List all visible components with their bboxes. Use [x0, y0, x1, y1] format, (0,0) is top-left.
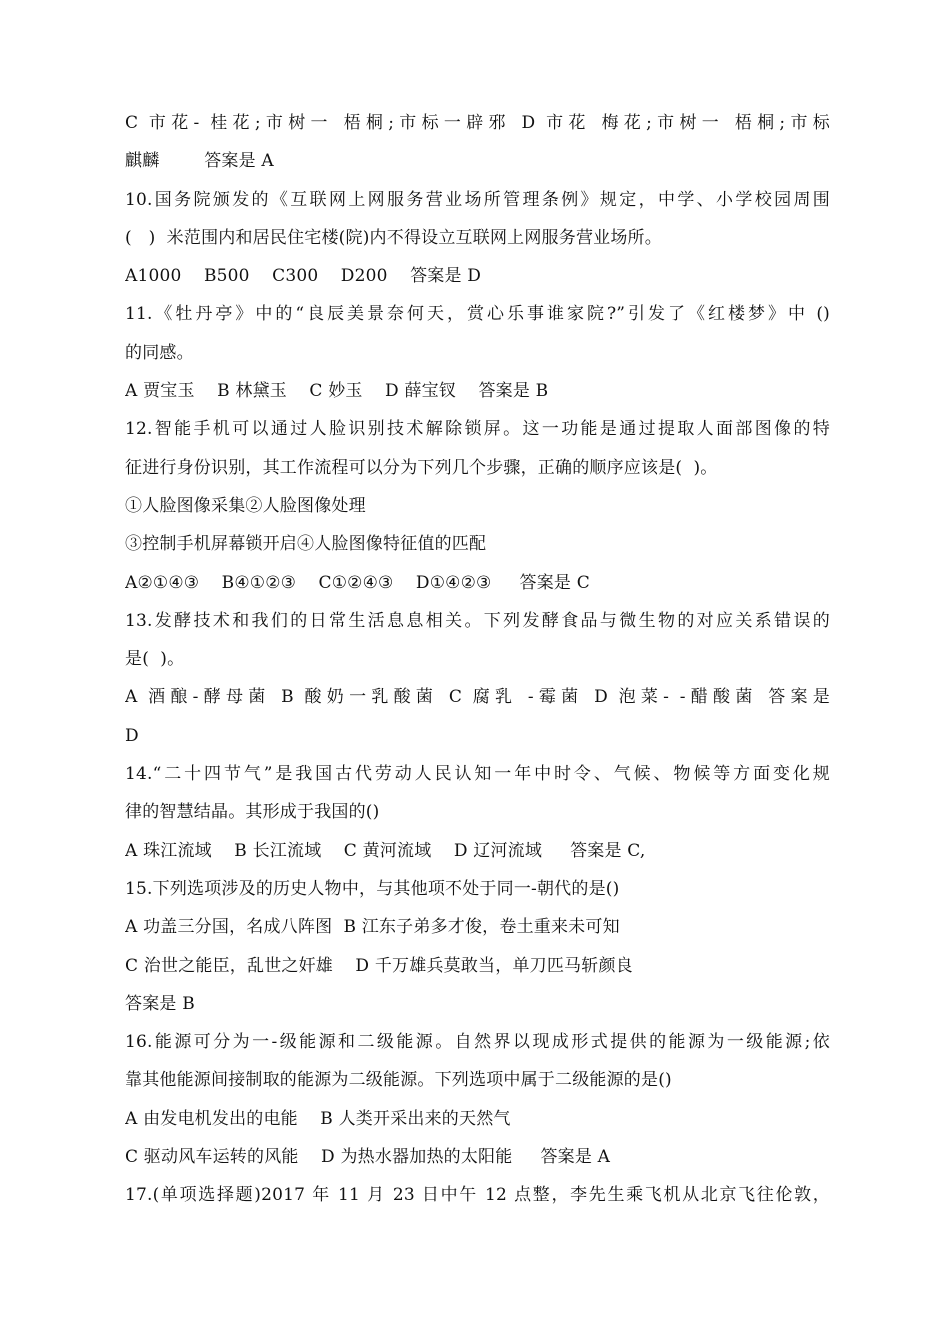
text-line-18: 14.“二十四节气”是我国古代劳动人民认知一年中时令、气候、物候等方面变化规 — [125, 764, 830, 785]
text-line-14: 13.发酵技术和我们的日常生活息息相关。下列发酵食品与微生物的对应关系错误的 — [125, 610, 830, 631]
text-line-8: A 贾宝玉 B 林黛玉 C 妙玉 D 薛宝钗 答案是 B — [125, 381, 549, 402]
text-line-20: A 珠江流域 B 长江流域 C 黄河流域 D 辽河流域 答案是 C, — [125, 840, 646, 861]
text-line-22: A 功盖三分国，名成八阵图 B 江东子弟多才俊，卷土重来未可知 — [125, 917, 620, 938]
text-line-6: 11.《牡丹亭》中的“良辰美景奈何天，赏心乐事谁家院?”引发了《红楼梦》中 () — [125, 304, 830, 325]
text-line-12: ③控制手机屏幕锁开启④人脸图像特征值的匹配 — [125, 534, 487, 555]
text-line-28: C 驱动风车运转的风能 D 为热水器加热的太阳能 答案是 A — [125, 1147, 611, 1168]
text-line-13: A②①④③ B④①②③ C①②④③ D①④②③ 答案是 C — [125, 572, 590, 593]
text-line-29: 17.(单项选择题)2017 年 11 月 23 日中午 12 点整，李先生乘飞机从北京飞往伦敦， — [125, 1185, 830, 1206]
text-line-5: A1000 B500 C300 D200 答案是 D — [125, 266, 482, 287]
text-line-27: A 由发电机发出的电能 B 人类开采出来的天然气 — [125, 1108, 511, 1129]
text-line-24: 答案是 B — [125, 993, 195, 1014]
text-line-2: 麒麟 答案是 A — [125, 151, 274, 172]
document-page — [125, 104, 830, 1215]
text-line-1: C 市花- 桂花;市树一 梧桐;市标一辟邪 D 市花 梅花;市树一 梧桐;市标 — [125, 113, 830, 133]
text-line-10: 征进行身份识别，其工作流程可以分为下列几个步骤，正确的顺序应该是( )。 — [125, 457, 718, 478]
text-line-4: ( ) 米范围内和居民住宅楼(院)内不得设立互联网上网服务营业场所。 — [125, 227, 662, 248]
text-line-11: ①人脸图像采集②人脸图像处理 — [125, 495, 366, 516]
text-line-17: D — [125, 725, 139, 746]
text-line-25: 16.能源可分为一-级能源和二级能源。自然界以现成形式提供的能源为一级能源;依 — [125, 1032, 830, 1053]
text-line-21: 15.下列选项涉及的历史人物中，与其他项不处于同一-朝代的是() — [125, 878, 620, 899]
text-line-9: 12.智能手机可以通过人脸识别技术解除锁屏。这一功能是通过提取人面部图像的特 — [125, 419, 830, 440]
text-line-3: 10.国务院颁发的《互联网上网服务营业场所管理条例》规定，中学、小学校园周围 — [125, 189, 830, 210]
text-line-16: A 酒酿-酵母菌 B 酸奶一乳酸菌 C 腐乳 -霉菌 D 泡菜- -醋酸菌 答案是 — [125, 687, 830, 708]
text-line-7: 的同感。 — [125, 342, 194, 363]
text-line-23: C 治世之能臣，乱世之奸雄 D 千万雄兵莫敢当，单刀匹马斩颜良 — [125, 955, 633, 976]
text-line-19: 律的智慧结晶。其形成于我国的() — [125, 802, 380, 823]
text-line-15: 是( )。 — [125, 649, 185, 670]
text-line-26: 靠其他能源间接制取的能源为二级能源。下列选项中属于二级能源的是() — [125, 1070, 672, 1091]
